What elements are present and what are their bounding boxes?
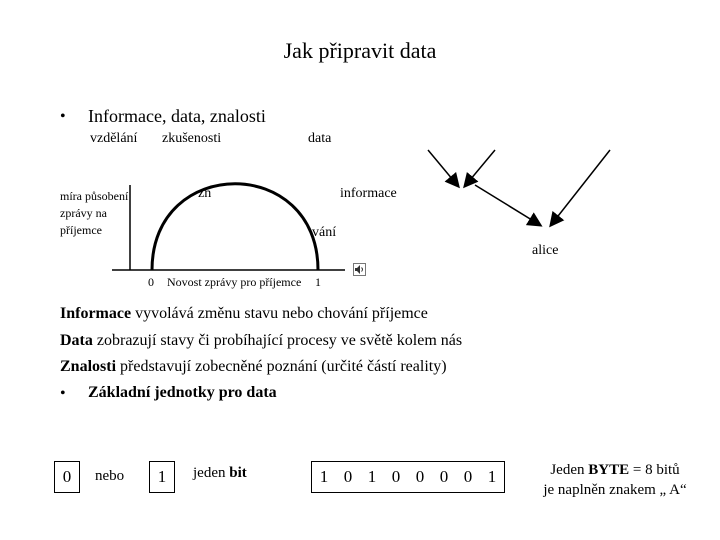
arrow-4 <box>551 150 610 225</box>
label-mira-line3: příjemce <box>60 223 102 237</box>
label-nebo: nebo <box>95 468 125 484</box>
bullet-marker: • <box>60 108 66 125</box>
byte-bit: 0 <box>391 467 401 486</box>
byte-bit: 1 <box>367 467 377 486</box>
byte-bit: 0 <box>439 467 449 486</box>
slide-title: Jak připravit data <box>283 38 437 63</box>
arrow-1 <box>428 150 458 186</box>
label-vzdelani: vzdělání <box>90 131 138 146</box>
label-zkusenosti: zkušenosti <box>162 131 222 146</box>
paragraph-informace-text: vyvolává změnu stavu nebo chování příjemce <box>131 305 428 322</box>
byte-bit: 1 <box>319 467 329 486</box>
label-vani: vání <box>312 225 337 240</box>
byte-note-line2: je naplněn znakem „ A“ <box>543 482 687 498</box>
label-informace: informace <box>340 186 397 201</box>
byte-note-bold: BYTE <box>588 462 630 478</box>
byte-bit: 1 <box>487 467 497 486</box>
term-znalosti: Znalosti <box>60 358 117 375</box>
label-mira-line1: míra působení <box>60 189 129 203</box>
paragraph-znalosti <box>60 358 447 376</box>
label-jeden-bit <box>193 465 247 482</box>
zero-bit-box: 0 <box>54 461 80 493</box>
label-mira-line2: zprávy na <box>60 206 107 220</box>
bit-text: bit <box>229 465 247 481</box>
byte-note-post: = 8 bitů <box>629 462 680 478</box>
byte-bit: 0 <box>343 467 353 486</box>
jeden-text: jeden <box>193 465 230 481</box>
paragraph-data <box>60 332 462 350</box>
byte-box <box>311 461 505 493</box>
label-znalosti-partial: zn <box>198 186 212 201</box>
byte-note <box>520 460 710 500</box>
term-data: Data <box>60 332 93 349</box>
byte-note-pre: Jeden <box>550 462 589 478</box>
curve <box>152 184 318 270</box>
sound-icon[interactable] <box>353 263 366 276</box>
bullet-marker-2: • <box>60 385 66 402</box>
label-data: data <box>308 131 332 146</box>
bullet-informace-data-znalosti: Informace, data, znalosti <box>88 106 266 126</box>
term-informace: Informace <box>60 305 132 322</box>
arrow-3 <box>475 185 540 225</box>
axis-zero-label: 0 <box>148 275 154 289</box>
label-alice: alice <box>532 243 559 258</box>
arrow-2 <box>465 150 495 186</box>
byte-note-line1 <box>520 460 710 480</box>
axis-one-label: 1 <box>315 275 321 289</box>
byte-bit: 0 <box>463 467 473 486</box>
paragraph-informace <box>60 305 428 323</box>
axis-label: Novost zprávy pro příjemce <box>167 275 302 289</box>
paragraph-znalosti-text: představují zobecněné poznání (určité částí reality) <box>116 358 447 375</box>
bullet-zakladni-jednotky: Základní jednotky pro data <box>88 384 277 401</box>
paragraph-data-text: zobrazují stavy či probíhající procesy ve světě kolem nás <box>92 332 463 349</box>
label-mira-pusobeni <box>60 188 128 239</box>
byte-bit: 0 <box>415 467 425 486</box>
one-bit-box: 1 <box>149 461 175 493</box>
